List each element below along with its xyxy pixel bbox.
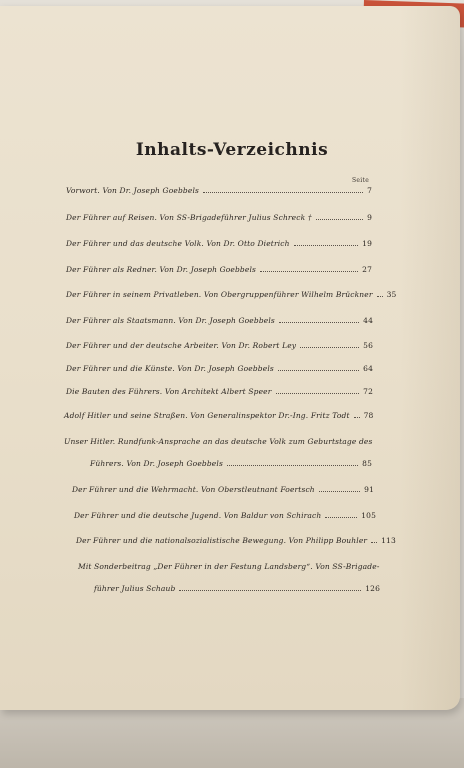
toc-entry: [74, 511, 376, 520]
toc-leader: [294, 244, 359, 246]
toc-leader: [279, 321, 359, 323]
toc-leader: [276, 392, 360, 394]
toc-entry-title: Unser Hitler. Rundfunk-Ansprache an das deutsche Volk zum Geburtstage des: [64, 437, 373, 446]
toc-entry-title: Mit Sonderbeitrag „Der Führer in der Festung Landsberg“. Von SS-Brigade-: [78, 562, 380, 571]
toc-leader: [325, 516, 357, 518]
toc-leader: [316, 218, 363, 220]
toc-entry-title: Adolf Hitler und seine Straßen. Von Generalinspektor Dr.-Ing. Fritz Todt: [64, 411, 350, 420]
toc-entry-page: 9: [367, 213, 372, 222]
toc-entry-title: Vorwort. Von Dr. Joseph Goebbels: [66, 186, 199, 195]
toc-entry-title: Der Führer und die Künste. Von Dr. Joseph Goebbels: [66, 364, 274, 373]
toc-entry-page: 72: [363, 387, 373, 396]
toc-entry-title-continued: Führers. Von Dr. Joseph Goebbels: [90, 459, 223, 468]
toc-entry-title: Der Führer und das deutsche Volk. Von Dr. Otto Dietrich: [66, 239, 290, 248]
toc-entry: [66, 213, 372, 222]
toc-entry-page: 78: [363, 411, 374, 420]
toc-leader: [371, 541, 377, 543]
toc-leader: [300, 346, 359, 348]
toc-entry-page: 7: [367, 186, 372, 195]
toc-leader: [260, 270, 358, 272]
toc-leader: [179, 589, 361, 591]
toc-leader: [227, 464, 358, 466]
toc-entry-page: 35: [386, 290, 397, 299]
toc-entry-title: Der Führer und die nationalsozialistische Bewegung. Von Philipp Bouhler: [76, 536, 368, 545]
toc-entry-page: 126: [365, 584, 380, 593]
toc-leader: [354, 416, 360, 418]
toc-entry: [66, 341, 373, 350]
toc-entry-page: 44: [363, 316, 373, 325]
toc-entry: [72, 485, 374, 494]
toc-entry-page: 56: [363, 341, 373, 350]
toc-entry-title: Die Bauten des Führers. Von Architekt Albert Speer: [66, 387, 272, 396]
page-title: Inhalts-Verzeichnis: [135, 140, 329, 160]
toc-entry-page: 105: [361, 511, 376, 520]
toc-entry-title: Der Führer in seinem Privatleben. Von Obergruppenführer Wilhelm Brückner: [66, 290, 373, 299]
toc-entry-page: 27: [362, 265, 372, 274]
toc-entry: [66, 265, 372, 274]
toc-entry: [90, 459, 372, 468]
toc-entry-page: 64: [363, 364, 373, 373]
toc-leader: [377, 295, 383, 297]
toc-entry: [66, 387, 373, 396]
toc-entry-page: 113: [381, 536, 396, 545]
toc-entry: [66, 364, 373, 373]
toc-leader: [319, 490, 360, 492]
toc-entry-title-continued: führer Julius Schaub: [94, 584, 176, 593]
toc-entry-title: Der Führer als Redner. Von Dr. Joseph Goebbels: [66, 265, 257, 274]
toc-entry: [66, 316, 373, 325]
toc-entry: [94, 584, 380, 593]
toc-entry: [64, 411, 372, 420]
toc-entry-title: Der Führer und der deutsche Arbeiter. Von Dr. Robert Ley: [66, 341, 297, 350]
toc-leader: [203, 191, 363, 193]
toc-entry-title: Der Führer und die Wehrmacht. Von Oberstleutnant Foertsch: [72, 485, 315, 494]
toc-entry: [76, 536, 396, 545]
toc-entry-title: Der Führer und die deutsche Jugend. Von Baldur von Schirach: [74, 511, 322, 520]
page-column-label: Seite: [352, 177, 370, 184]
toc-entry-page: 91: [364, 485, 374, 494]
toc-entry-title: Der Führer als Staatsmann. Von Dr. Joseph Goebbels: [66, 316, 275, 325]
toc-entry-title: Der Führer auf Reisen. Von SS-Brigadeführer Julius Schreck †: [66, 213, 312, 222]
toc-entry: [66, 239, 372, 248]
toc-entry-page: 19: [362, 239, 372, 248]
toc-entry: [66, 290, 397, 299]
toc-leader: [278, 369, 359, 371]
toc-entry: [66, 186, 372, 195]
toc-entry-page: 85: [362, 459, 372, 468]
